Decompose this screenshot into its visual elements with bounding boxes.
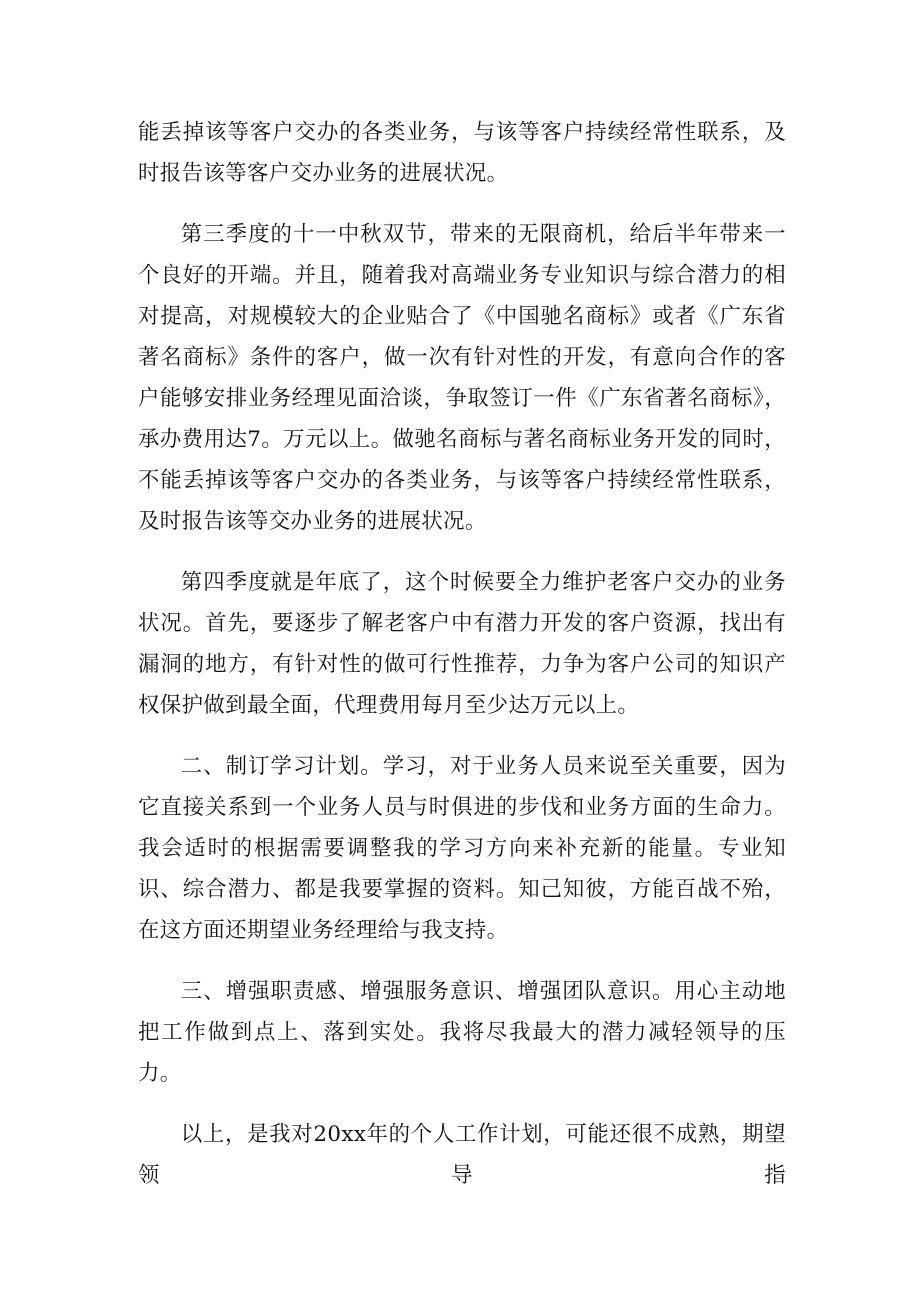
paragraph-third-quarter: 第三季度的十一中秋双节，带来的无限商机，给后半年带来一个良好的开端。并且，随着我对高端业务专业知识与综合潜力的相对提高，对规模较大的企业贴合了《中国驰名商标》或者《广东省著名商标》条件的客户，做一次有针对性的开发，有意向合作的客户能够安排业务经理见面洽谈，争取签订一件《广东省著名商标》，承办费用达7。万元以上。做驰名商标与著名商标业务开发的同时，不能丢掉该等客户交办的各类业务，与该等客户持续经常性联系，及时报告该等交办业务的进展状况。 [138,222,786,534]
paragraph-conclusion: 以上，是我对20xx年的个人工作计划，可能还很不成熟，期望领导指 [138,1122,786,1188]
paragraph-study-plan: 二、制订学习计划。学习，对于业务人员来说至关重要，因为它直接关系到一个业务人员与时俱进的步伐和业务方面的生命力。我会适时的根据需要调整我的学习方向来补充新的能量。专业知识、综合潜力、都是我要掌握的资料。知己知彼，方能百战不殆，在这方面还期望业务经理给与我支持。 [138,754,786,943]
paragraph-responsibility: 三、增强职责感、增强服务意识、增强团队意识。用心主动地把工作做到点上、落到实处。我将尽我最大的潜力减轻领导的压力。 [138,979,786,1086]
paragraph-fourth-quarter: 第四季度就是年底了，这个时候要全力维护老客户交办的业务状况。首先，要逐步了解老客户中有潜力开发的客户资源，找出有漏洞的地方，有针对性的做可行性推荐，力争为客户公司的知识产权保护做到最全面，代理费用每月至少达万元以上。 [138,570,786,718]
paragraph-continuation: 能丢掉该等客户交办的各类业务，与该等客户持续经常性联系，及时报告该等客户交办业务的进展状况。 [138,120,786,186]
document-body [138,112,786,1216]
